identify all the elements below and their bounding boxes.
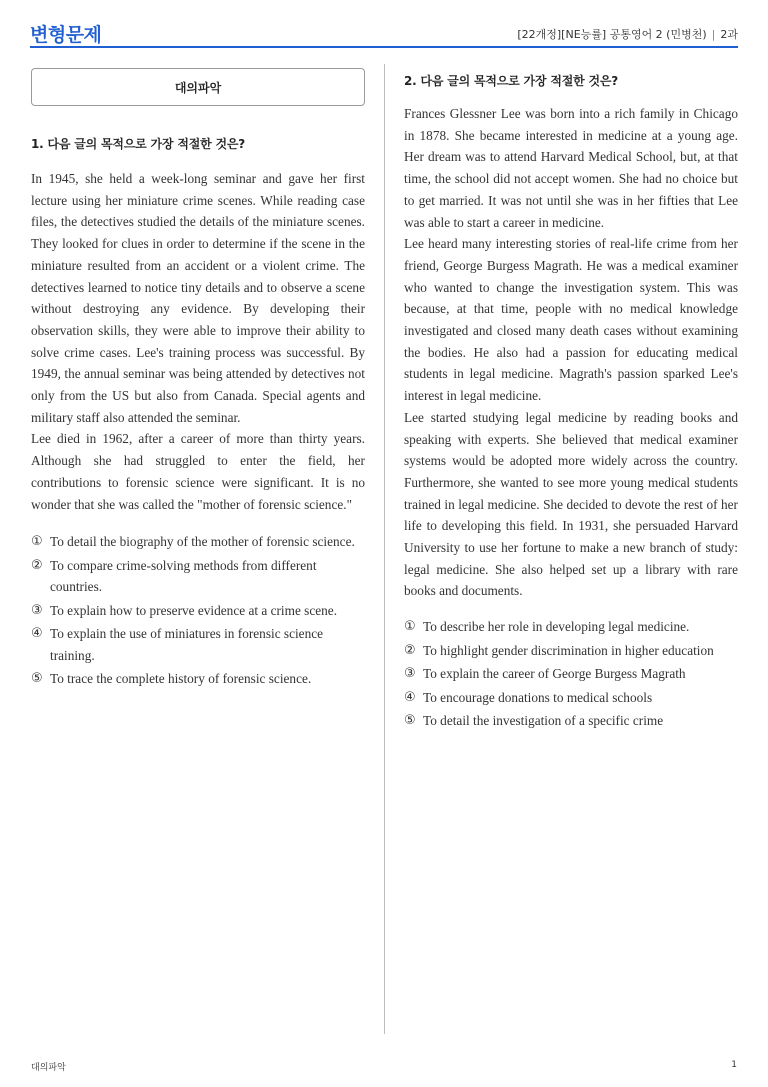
answer-option[interactable]	[31, 668, 365, 690]
option-text: To explain the career of George Burgess Magrath	[423, 666, 686, 682]
answer-option[interactable]	[404, 640, 738, 662]
option-number: ⑤	[31, 671, 43, 687]
option-number: ②	[31, 557, 43, 573]
option-text: To explain the use of miniatures in forensic science training.	[50, 626, 324, 663]
option-number: ④	[404, 689, 416, 705]
lesson-label: 2과	[720, 28, 738, 41]
answer-option[interactable]	[404, 687, 738, 709]
passage-paragraph: Frances Glessner Lee was born into a rich family in Chicago in 1878. She became interested in medicine at a young age. Her dream was to attend Harvard Medical School, but, at that time, the school did not accept women. She had no choice but to get married. It was not until she was in her fifties that Lee was able to start a career in medicine.	[404, 106, 738, 230]
page-header	[30, 0, 738, 48]
option-text: To explain how to preserve evidence at a crime scene.	[50, 602, 338, 618]
option-text: To encourage donations to medical schools	[423, 689, 653, 705]
option-text: To trace the complete history of forensic science.	[50, 671, 312, 687]
option-number: ⑤	[404, 713, 416, 729]
page-number: 1	[731, 1060, 737, 1070]
option-text: To detail the investigation of a specific crime	[423, 713, 664, 729]
answer-option[interactable]	[31, 600, 365, 622]
passage-paragraph: Lee died in 1962, after a career of more than thirty years. Although she had struggled to enter the field, her contributions to forensic science were significant. It is no wonder that she was called the "mother of forensic science."	[31, 431, 365, 512]
book-info	[517, 26, 738, 42]
passage-paragraph: Lee started studying legal medicine by reading books and speaking with experts. She believed that medical examiner systems would be adopted more widely across the country. Furthermore, she wanted to see more young medical students trained in legal medicine. She decided to devote the rest of her life to developing this field. In 1931, she persuaded Harvard University to use her fortune to make a new branch of study: legal medicine. She also helped set up a library with rare books and documents.	[404, 409, 738, 599]
question-1-prompt: 1. 다음 글의 목적으로 가장 적절한 것은?	[31, 137, 246, 151]
passage-paragraph: Lee heard many interesting stories of real-life crime from her friend, George Burgess Magrath. He was a medical examiner who wanted to change the investigation system. This was because, at that time, people with no medical knowledge investigated and closed many death cases without examining the bodies. He also had a passion for educating medical students in legal medicine. Magrath's passion sparked Lee's interest in legal medicine.	[404, 236, 738, 404]
answer-option[interactable]	[31, 531, 365, 553]
answer-option[interactable]	[31, 623, 365, 666]
answer-option[interactable]	[404, 663, 738, 685]
option-text: To describe her role in developing legal medicine.	[423, 619, 690, 635]
passage-paragraph: In 1945, she held a week-long seminar and gave her first lecture using her miniature crime scenes. While reading case files, the detectives studied the details of the miniature scenes. They looked for clues in order to determine if the scene in the miniature resulted from an accident or a violent crime. The detectives learned to notice tiny details and to observe a scene without destroying any evidence. By developing their observation skills, they were able to improve their ability to solve crime cases. Lee's training process was successful. By 1949, the annual seminar was being attended by detectives not only from the US but also from Canada. Special agents and military staff also attended the seminar.	[31, 171, 365, 425]
right-column	[404, 68, 738, 734]
option-number: ②	[404, 642, 416, 658]
option-text: To highlight gender discrimination in higher education	[423, 642, 714, 658]
option-number: ③	[31, 602, 43, 618]
question-2-options	[404, 616, 738, 732]
option-number: ①	[404, 619, 416, 635]
footer-section-label: 대의파악	[31, 1063, 66, 1073]
option-number: ③	[404, 666, 416, 682]
option-text: To compare crime-solving methods from different countries.	[50, 557, 317, 595]
page-title: 변형문제	[30, 24, 102, 46]
header-separator: |	[711, 28, 716, 41]
topic-box: 대의파악	[31, 68, 365, 106]
question-1-passage	[31, 168, 365, 515]
left-column	[31, 68, 365, 692]
answer-option[interactable]	[404, 710, 738, 732]
answer-option[interactable]	[31, 555, 365, 598]
option-text: To detail the biography of the mother of forensic science.	[50, 534, 355, 550]
column-divider	[384, 64, 385, 1034]
book-title: [22개정][NE능률] 공통영어 2 (민병천)	[517, 28, 707, 41]
option-number: ①	[31, 534, 43, 550]
header-rule	[30, 46, 738, 48]
question-2-passage	[404, 103, 738, 602]
question-1-options	[31, 531, 365, 690]
option-number: ④	[31, 626, 43, 642]
question-2-prompt: 2. 다음 글의 목적으로 가장 적절한 것은?	[404, 74, 619, 88]
answer-option[interactable]	[404, 616, 738, 638]
